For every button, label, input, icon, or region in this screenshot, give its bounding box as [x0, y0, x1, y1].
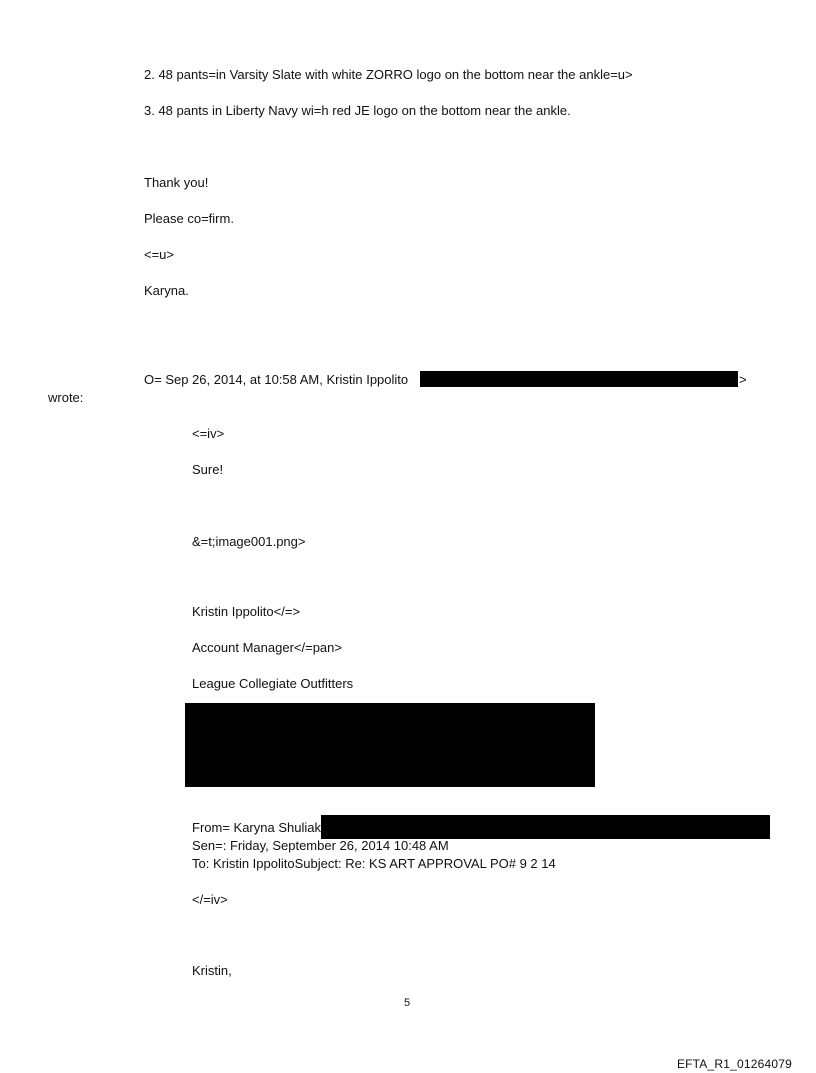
from-line: From= Karyna Shuliak [192, 820, 321, 835]
confirm-line: Please co=firm. [144, 211, 234, 226]
signature-title: Account Manager</=pan> [192, 640, 342, 655]
greeting-line: Kristin, [192, 963, 232, 978]
page-number: 5 [404, 997, 411, 1009]
quote-header-end: > [739, 372, 747, 387]
wrote-line: wrote: [48, 390, 84, 405]
div-close-tag: </=iv> [192, 892, 228, 907]
document-id: EFTA_R1_01264079 [676, 1057, 792, 1071]
thank-you-line: Thank you! [144, 175, 209, 190]
redaction-block-contact [185, 703, 595, 787]
signature-company: League Collegiate Outfitters [192, 676, 354, 691]
list-item-3: 3. 48 pants in Liberty Navy wi=h red JE logo on the bottom near the ankle. [144, 103, 571, 118]
u-tag-line: <=u> [144, 247, 175, 262]
div-open-tag: <=iv> [192, 426, 225, 441]
image-reference: &=t;image001.png> [192, 534, 306, 549]
redaction-bar-email-1 [420, 371, 738, 387]
sent-line: Sen=: Friday, September 26, 2014 10:48 AM [192, 838, 449, 853]
redaction-bar-email-2 [321, 815, 770, 839]
signature-karyna: Karyna. [144, 283, 189, 298]
signature-name: Kristin Ippolito</=> [192, 604, 301, 619]
list-item-2: 2. 48 pants=in Varsity Slate with white ZORRO logo on the bottom near the ankle=u> [144, 67, 633, 82]
to-subject-line: To: Kristin IppolitoSubject: Re: KS ART APPROVAL PO# 9 2 14 [192, 856, 556, 871]
sure-line: Sure! [192, 462, 224, 477]
quote-header: O= Sep 26, 2014, at 10:58 AM, Kristin Ippolito [144, 372, 409, 387]
